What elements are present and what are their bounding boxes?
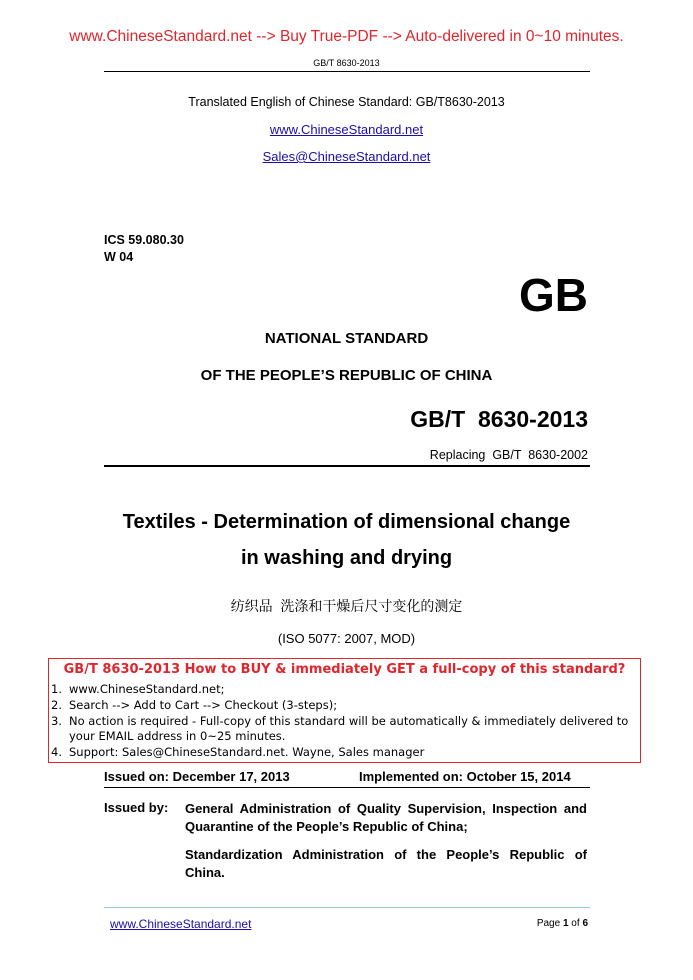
ics-code: ICS 59.080.30 [104, 233, 184, 247]
buy-step: 3. No action is required - Full-copy of this standard will be automatically & immediately delivered to your EMAIL address in 0~25 minutes. [51, 713, 629, 744]
footer-link[interactable]: www.ChineseStandard.net [110, 917, 252, 931]
dates-row [104, 769, 590, 784]
iso-reference: (ISO 5077: 2007, MOD) [277, 631, 416, 646]
title-divider [104, 465, 590, 467]
national-standard-line2: OF THE PEOPLE’S REPUBLIC OF CHINA [200, 367, 493, 384]
issued-on: Issued on: December 17, 2013 [104, 769, 290, 784]
buy-steps-list [49, 682, 640, 761]
top-banner[interactable]: www.ChineseStandard.net --> Buy True-PDF --> Auto-delivered in 0~10 minutes. [69, 28, 624, 45]
buy-step: 4. Support: Sales@ChineseStandard.net. Wayne, Sales manager [51, 745, 425, 760]
page-number: Page 1 of 6 [536, 918, 588, 929]
buy-instructions-box [48, 658, 641, 763]
translated-line: Translated English of Chinese Standard: GB/T8630-2013 [188, 95, 505, 109]
buy-box-heading: GB/T 8630-2013 How to BUY & immediately GET a full-copy of this standard? [63, 662, 626, 677]
issued-by-authority-1: General Administration of Quality Supervision, Inspection and Quarantine of the People’s Republic of China; [185, 801, 587, 834]
implemented-on: Implemented on: October 15, 2014 [359, 769, 571, 784]
site-link[interactable]: www.ChineseStandard.net [269, 122, 424, 137]
issued-by-label: Issued by: [104, 800, 169, 815]
header-divider [104, 71, 590, 72]
classification-block [104, 232, 184, 266]
email-link[interactable]: Sales@ChineseStandard.net [262, 149, 431, 164]
title-line1: Textiles - Determination of dimensional change [122, 511, 571, 533]
category-code: W 04 [104, 250, 134, 264]
chinese-title: 纺织品 洗涤和干燥后尺寸变化的测定 [230, 598, 463, 614]
site-link-wrap [0, 122, 693, 137]
email-link-wrap [0, 149, 693, 164]
footer-link-wrap [110, 917, 251, 931]
dates-divider [104, 787, 590, 788]
standard-number: GB/T 8630-2013 [410, 406, 588, 432]
buy-step: 1. www.ChineseStandard.net; [51, 682, 225, 696]
issued-by-authority-2: Standardization Administration of the People’s Republic of China. [185, 847, 587, 880]
replacing-note: Replacing GB/T 8630-2002 [429, 448, 588, 462]
footer-divider [104, 907, 590, 908]
title-line2: in washing and drying [240, 547, 453, 569]
national-standard-line1: NATIONAL STANDARD [264, 330, 429, 347]
buy-step: 2. Search --> Add to Cart --> Checkout (3-steps); [51, 697, 338, 712]
gb-mark: GB [519, 269, 588, 321]
page-header-code: GB/T 8630-2013 [313, 58, 380, 68]
